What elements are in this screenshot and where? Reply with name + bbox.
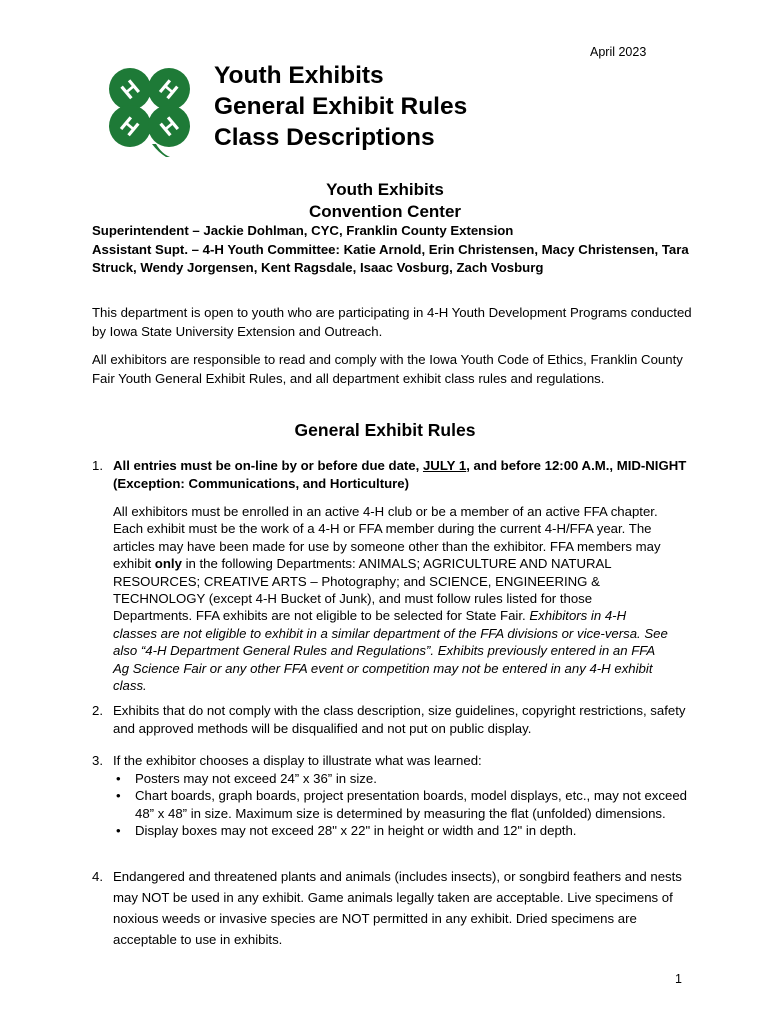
title-line: Youth Exhibits bbox=[214, 62, 384, 89]
title-line: Class Descriptions bbox=[214, 124, 435, 151]
rule-number: 2. bbox=[92, 703, 103, 718]
department-name: Youth Exhibits bbox=[326, 180, 444, 199]
four-h-clover-logo bbox=[100, 62, 205, 157]
rule-text-part: , and before 12:00 A.M., MID-NIGHT (Exception: Communications, and Horticulture) bbox=[113, 458, 687, 491]
rule-item bbox=[92, 457, 692, 492]
superintendent-line: Superintendent – Jackie Dohlman, CYC, Franklin County Extension bbox=[92, 223, 514, 238]
rule-number: 1. bbox=[92, 458, 103, 473]
rule-number: 4. bbox=[92, 869, 103, 884]
assistant-line: Assistant Supt. – 4-H Youth Committee: Katie Arnold, Erin Christensen, Macy Christensen, Tara Struck, Wendy Jorgensen, Kent Ragsdale, Isaac Vosburg, Zach Vosburg bbox=[92, 241, 689, 275]
rule-item bbox=[92, 866, 692, 950]
document-date: April 2023 bbox=[590, 45, 647, 59]
staff-list bbox=[92, 222, 692, 278]
department-location: Convention Center bbox=[308, 202, 462, 221]
rule-paragraph bbox=[113, 503, 673, 694]
logo-letter-h: H bbox=[115, 111, 144, 142]
size-guidelines-list bbox=[113, 770, 692, 840]
list-item: • Display boxes may not exceed 28" x 22" in height or width and 12" in depth. bbox=[113, 822, 692, 840]
intro-paragraph: All exhibitors are responsible to read and comply with the Iowa Youth Code of Ethics, Franklin County Fair Youth General Exhibit Rules, and all department exhibit class rules and regulations. bbox=[92, 352, 683, 386]
due-date: JULY 1 bbox=[422, 458, 467, 473]
rule-item bbox=[92, 702, 692, 737]
logo-letter-h: H bbox=[116, 74, 145, 105]
list-item: • Posters may not exceed 24” x 36” in size. bbox=[113, 770, 692, 788]
page-number: 1 bbox=[675, 972, 682, 986]
logo-letter-h: H bbox=[155, 111, 184, 142]
rule-text: Endangered and threatened plants and animals (includes insects), or songbird feathers and nests may NOT be used in any exhibit. Game animals legally taken are acceptable. Live specimens of noxious weeds or invasive species are NOT permitted in any exhibit. Dried specimens are acceptable to use in exhibits. bbox=[113, 869, 682, 947]
section-heading: General Exhibit Rules bbox=[294, 420, 476, 440]
emphasis-only: only bbox=[154, 556, 182, 572]
rule-item bbox=[92, 752, 692, 840]
document-title bbox=[214, 60, 467, 153]
logo-letter-h: H bbox=[154, 74, 183, 105]
rule-text-part: All exhibitors must be enrolled in an active 4-H club or be a member of an active FFA chapter. Each exhibit must be the work of a 4-H or FFA member during the current 4-H/FFA year. The articles may have been made for use by someone other than the exhibitor. FFA members may exhibit bbox=[113, 504, 661, 572]
rule-text-part: in the following Departments: ANIMALS; AGRICULTURE AND NATURAL RESOURCES; CREATIVE ARTS – Photography; and SCIENCE, ENGINEERING & TECHNOLOGY (except 4-H Bucket of Junk), and must follow rules listed for those Departments. FFA exhibits are not eligible to be selected for State Fair. bbox=[113, 556, 612, 624]
rule-text bbox=[113, 752, 692, 840]
rule-text-part: All entries must be on-line by or before due date, bbox=[113, 458, 423, 473]
rule-intro: If the exhibitor chooses a display to illustrate what was learned: bbox=[113, 753, 482, 768]
intro-paragraph: This department is open to youth who are participating in 4-H Youth Development Programs conducted by Iowa State University Extension and Outreach. bbox=[92, 305, 692, 339]
list-item: • Chart boards, graph boards, project presentation boards, model displays, etc., may not exceed 48” x 48” in size. Maximum size is determined by measuring the flat (unfolded) dimensions. bbox=[113, 787, 692, 822]
rule-text: Exhibits that do not comply with the class description, size guidelines, copyright restrictions, safety and approved methods will be disqualified and not put on public display. bbox=[113, 703, 686, 736]
rule-text bbox=[113, 457, 692, 492]
rule-number: 3. bbox=[92, 753, 103, 768]
rule-italic-note: Exhibitors in 4-H classes are not eligible to exhibit in a similar department of the FFA divisions or vice-versa. See also “4-H Department General Rules and Regulations”. Exhibits previously entered in an FFA Ag Science Fair or any other FFA event or competition may not be entered in any 4-H exhibit class. bbox=[113, 608, 668, 694]
title-line: General Exhibit Rules bbox=[214, 93, 468, 120]
